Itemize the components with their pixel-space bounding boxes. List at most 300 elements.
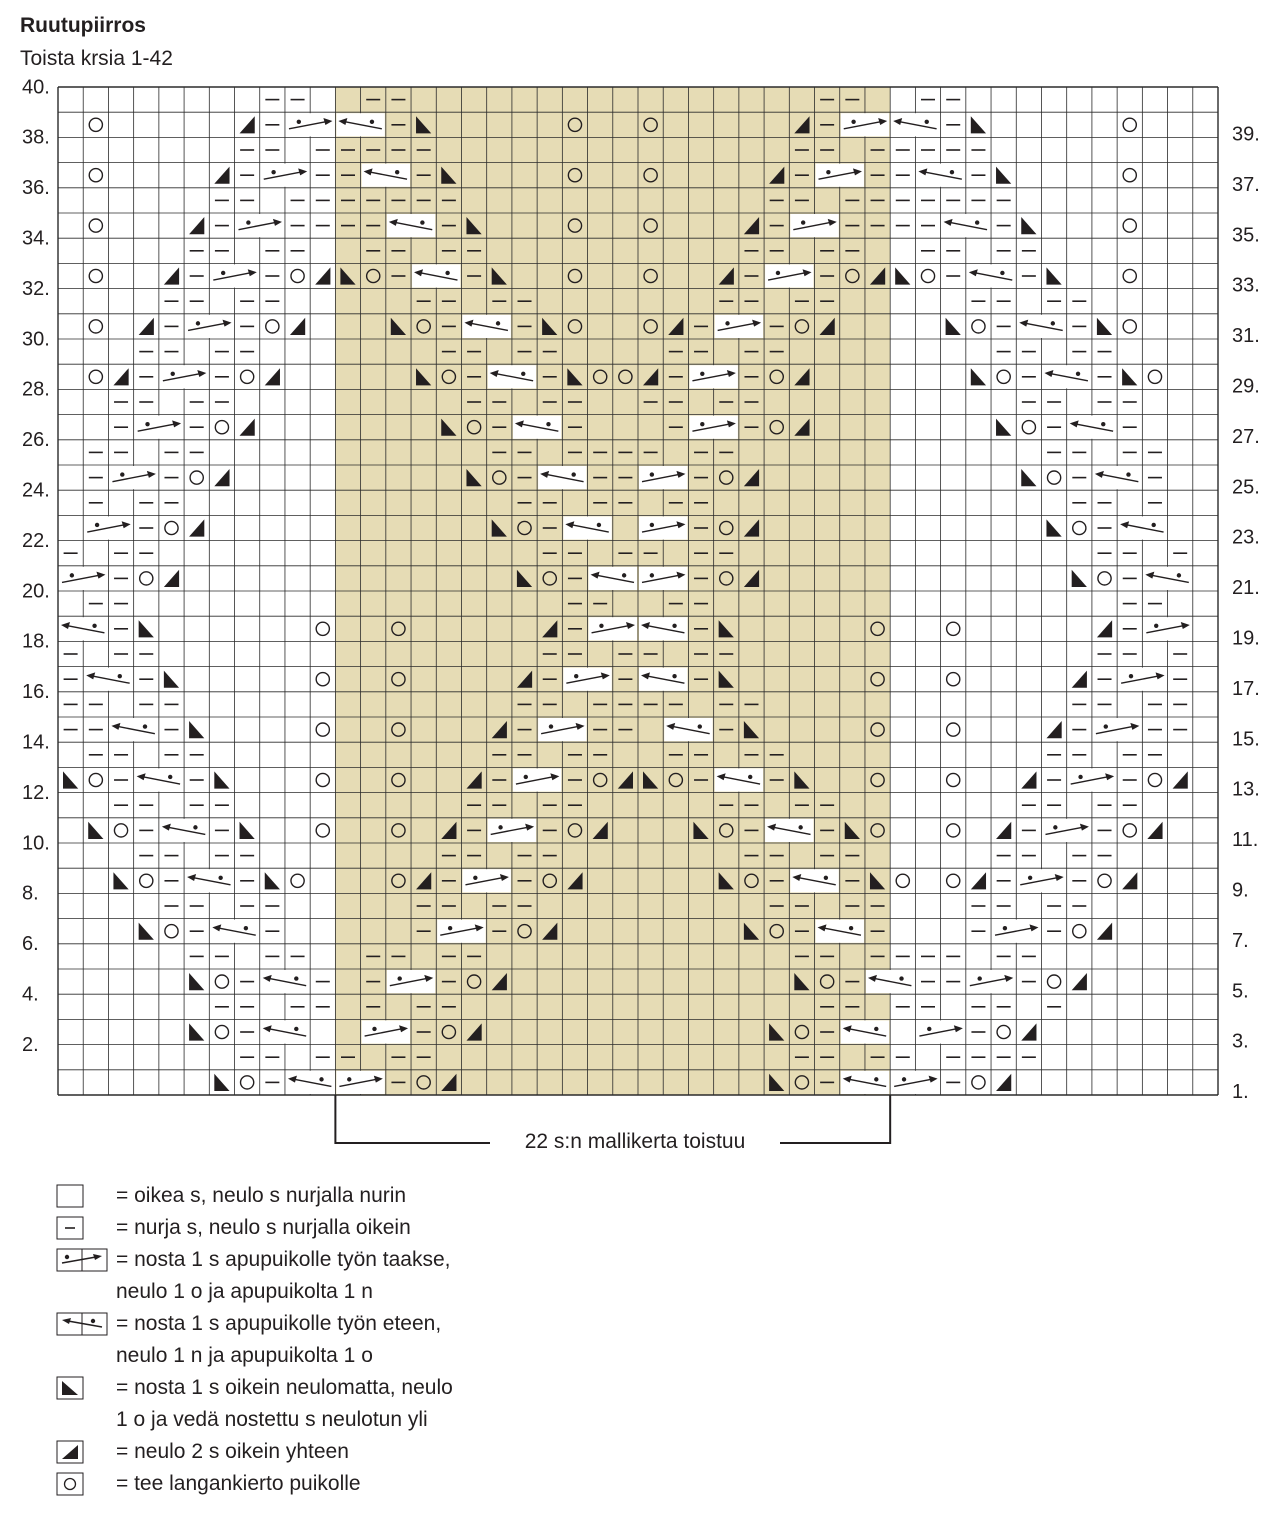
cross-left-symbol xyxy=(59,617,107,640)
row-label-left: 20. xyxy=(22,580,50,603)
cross-left-symbol xyxy=(589,567,637,590)
yarn-over-symbol xyxy=(1123,320,1136,333)
row-label-left: 28. xyxy=(22,378,50,401)
cross-left-symbol xyxy=(286,1071,334,1094)
repeat-label: 22 s:n mallikerta toistuu xyxy=(490,1130,780,1154)
yarn-over-symbol xyxy=(165,925,178,938)
ssk-symbol xyxy=(113,872,128,889)
yarn-over-symbol xyxy=(947,874,960,887)
cross-right-symbol xyxy=(891,1071,939,1094)
ssk-symbol xyxy=(1046,267,1061,284)
cross-dot xyxy=(597,523,601,527)
row-label-right: 1. xyxy=(1232,1081,1249,1104)
yarn-over-symbol xyxy=(921,269,934,282)
yarn-over-symbol xyxy=(241,370,254,383)
yarn-over-symbol xyxy=(316,622,329,635)
k2tog-symbol xyxy=(996,822,1011,839)
cross-right-symbol xyxy=(841,113,889,136)
cross-dot xyxy=(218,876,222,880)
k2tog-symbol xyxy=(1046,721,1061,738)
chart-subtitle: Toista krsia 1-42 xyxy=(20,47,173,70)
cross-dot xyxy=(977,976,981,980)
cross-right-symbol xyxy=(210,264,258,287)
ssk-symbol xyxy=(1021,469,1036,486)
yarn-over-symbol xyxy=(140,874,153,887)
cross-left-symbol xyxy=(109,718,157,741)
yarn-over-symbol xyxy=(947,622,960,635)
ssk-symbol xyxy=(1122,368,1137,385)
yarn-over-symbol xyxy=(947,723,960,736)
cross-dot xyxy=(874,1027,878,1031)
cross-left-symbol xyxy=(1017,315,1065,338)
cross-left-symbol xyxy=(1143,567,1191,590)
cross-right-symbol xyxy=(1068,768,1116,791)
cross-left-symbol xyxy=(866,970,914,993)
cross-dot xyxy=(196,321,200,325)
purl-icon xyxy=(56,1216,86,1240)
row-label-left: 6. xyxy=(22,933,39,956)
row-label-right: 5. xyxy=(1232,980,1249,1003)
cross-dot xyxy=(672,674,676,678)
row-label-right: 19. xyxy=(1232,627,1260,650)
cross-dot xyxy=(599,624,603,628)
cross-dot xyxy=(975,220,979,224)
row-label-left: 30. xyxy=(22,328,50,351)
knit-icon xyxy=(56,1184,86,1208)
cross-dot xyxy=(244,926,248,930)
chart-grid xyxy=(58,87,1218,1095)
yarn-over-symbol xyxy=(1123,118,1136,131)
k2tog-symbol xyxy=(971,872,986,889)
k2tog-icon xyxy=(56,1440,86,1464)
yarn-over-symbol xyxy=(1047,975,1060,988)
yarn-over-symbol xyxy=(316,824,329,837)
ssk-symbol xyxy=(1021,217,1036,234)
ssk-symbol xyxy=(139,620,154,637)
cross-dot xyxy=(950,170,954,174)
k2tog-symbol xyxy=(189,519,204,536)
k2tog-symbol xyxy=(189,217,204,234)
yarn-over-symbol xyxy=(316,673,329,686)
row-label-left: 14. xyxy=(22,731,50,754)
ssk-symbol xyxy=(189,1023,204,1040)
cross-dot xyxy=(698,724,702,728)
k2tog-symbol xyxy=(996,1074,1011,1091)
k2tog-symbol xyxy=(240,116,255,133)
cross-right-symbol xyxy=(1017,869,1065,892)
cross-dot xyxy=(145,422,149,426)
yarn-over-symbol xyxy=(947,673,960,686)
cross-dot xyxy=(143,724,147,728)
cross-left-symbol xyxy=(462,315,510,338)
cross-left-symbol xyxy=(841,1071,889,1094)
row-label-left: 34. xyxy=(22,227,50,250)
cross-left-symbol xyxy=(790,869,838,892)
k2tog-symbol xyxy=(1072,671,1087,688)
cross-dot xyxy=(1051,321,1055,325)
k2tog-symbol xyxy=(1097,620,1112,637)
yarn-over-symbol xyxy=(114,824,127,837)
cross-right-symbol xyxy=(160,365,208,388)
cross-dot xyxy=(899,976,903,980)
cross-dot xyxy=(650,573,654,577)
cross-dot xyxy=(294,1027,298,1031)
yarn-over-symbol xyxy=(316,723,329,736)
cross-dot xyxy=(397,976,401,980)
cross-right-symbol xyxy=(765,264,813,287)
row-label-left: 4. xyxy=(22,983,39,1006)
cross-left-symbol xyxy=(412,264,460,287)
ssk-symbol xyxy=(996,167,1011,184)
yarn-over-symbol xyxy=(266,320,279,333)
cross-left-symbol xyxy=(715,768,763,791)
cross-dot xyxy=(496,321,500,325)
yarn-over-symbol xyxy=(896,874,909,887)
ssk-symbol xyxy=(214,1074,229,1091)
k2tog-symbol xyxy=(164,267,179,284)
row-label-right: 31. xyxy=(1232,325,1260,348)
row-labels-right xyxy=(1232,124,1260,1104)
yarn-over-symbol xyxy=(972,1076,985,1089)
cross-right-symbol xyxy=(563,668,611,691)
k2tog-symbol xyxy=(214,469,229,486)
cross-dot xyxy=(1154,624,1158,628)
cross-right-symbol xyxy=(967,970,1015,993)
row-label-right: 9. xyxy=(1232,879,1249,902)
cross-right-symbol xyxy=(538,718,586,741)
yarn-over-symbol xyxy=(215,975,228,988)
row-labels-left xyxy=(22,76,50,1056)
cross-dot xyxy=(1076,372,1080,376)
legend-text: neulo 1 o ja apupuikolta 1 n xyxy=(116,1280,373,1303)
ssk-symbol xyxy=(1046,519,1061,536)
cross-dot xyxy=(521,372,525,376)
k2tog-symbol xyxy=(265,368,280,385)
cross-left-symbol xyxy=(916,164,964,187)
cross-right-symbol xyxy=(84,516,132,539)
row-label-left: 10. xyxy=(22,832,50,855)
cross-right-symbol xyxy=(261,164,309,187)
cross-dot xyxy=(448,926,452,930)
yarn-over-symbol xyxy=(190,471,203,484)
cross-right-symbol xyxy=(1143,617,1191,640)
yarn-over-symbol xyxy=(316,773,329,786)
yarn-over-symbol xyxy=(89,169,102,182)
k2tog-symbol xyxy=(1173,771,1188,788)
ssk-symbol xyxy=(139,923,154,940)
yarn-over-symbol xyxy=(215,1025,228,1038)
row-label-right: 35. xyxy=(1232,224,1260,247)
legend-text: 1 o ja vedä nostettu s neulotun yli xyxy=(116,1408,428,1431)
cross-dot xyxy=(546,422,550,426)
cross-left-symbol xyxy=(765,819,813,842)
cross-dot xyxy=(798,825,802,829)
cross-dot xyxy=(1101,422,1105,426)
cross-right-symbol xyxy=(286,113,334,136)
ssk-symbol xyxy=(214,771,229,788)
cross-left-symbol xyxy=(1068,416,1116,439)
k2tog-symbol xyxy=(290,318,305,335)
cross-dot xyxy=(1126,472,1130,476)
cross-dot xyxy=(672,624,676,628)
yarn-over-symbol xyxy=(89,370,102,383)
cross-left-symbol xyxy=(362,164,410,187)
yarn-over-symbol xyxy=(89,219,102,232)
cross-dot xyxy=(650,472,654,476)
legend-text: = nosta 1 s apupuikolle työn taakse, xyxy=(116,1248,451,1271)
ssk-symbol xyxy=(189,721,204,738)
ssk-symbol xyxy=(189,973,204,990)
row-label-right: 25. xyxy=(1232,476,1260,499)
row-label-left: 38. xyxy=(22,126,50,149)
ssk-symbol xyxy=(895,267,910,284)
cross-left-symbol xyxy=(261,970,309,993)
cross-dot xyxy=(571,472,575,476)
cross-right-symbol xyxy=(513,768,561,791)
cross-right-symbol xyxy=(639,516,687,539)
yarn-over-symbol xyxy=(1123,169,1136,182)
cross-left-symbol xyxy=(639,617,687,640)
cross-right-symbol xyxy=(462,869,510,892)
cross-dot xyxy=(118,674,122,678)
cross-dot xyxy=(700,422,704,426)
cross-dot xyxy=(1177,573,1181,577)
yarn-over-symbol xyxy=(89,118,102,131)
ssk-symbol xyxy=(971,368,986,385)
cross-dot xyxy=(246,220,250,224)
cross-dot xyxy=(92,624,96,628)
ssk-symbol xyxy=(1072,570,1087,587)
cross-left-symbol xyxy=(563,516,611,539)
k2tog-symbol xyxy=(164,570,179,587)
k2tog-symbol xyxy=(1021,771,1036,788)
cross-left-symbol xyxy=(841,1020,889,1043)
yarn-over-symbol xyxy=(89,773,102,786)
cross-dot xyxy=(120,472,124,476)
cross-left-symbol xyxy=(135,768,183,791)
cross-dot xyxy=(294,976,298,980)
ssk-symbol xyxy=(1097,318,1112,335)
cross-dot xyxy=(725,321,729,325)
cross-dot xyxy=(473,876,477,880)
ssk-symbol xyxy=(971,116,986,133)
cross-left-symbol xyxy=(1118,516,1166,539)
cross-right-symbol xyxy=(362,1020,410,1043)
ssk-symbol xyxy=(88,822,103,839)
cross-right-symbol xyxy=(1093,718,1141,741)
cross-dot xyxy=(824,876,828,880)
cross-dot xyxy=(221,271,225,275)
row-label-right: 13. xyxy=(1232,778,1260,801)
cross-dot xyxy=(902,1077,906,1081)
k2tog-symbol xyxy=(1097,923,1112,940)
yarn-over-symbol xyxy=(997,370,1010,383)
ssk-icon xyxy=(56,1376,86,1400)
cross-dot xyxy=(193,825,197,829)
yarn-over-symbol xyxy=(291,269,304,282)
cross-right-symbol xyxy=(109,466,157,489)
cross-dot xyxy=(370,120,374,124)
cross-right-symbol xyxy=(639,466,687,489)
legend-text: = nosta 1 s oikein neulomatta, neulo xyxy=(116,1376,453,1399)
cross-right-symbol xyxy=(816,164,864,187)
yarn-over-symbol xyxy=(1148,773,1161,786)
row-label-left: 16. xyxy=(22,681,50,704)
cross-right-symbol xyxy=(437,920,485,943)
cross-left-symbol xyxy=(1042,365,1090,388)
cross-dot xyxy=(445,271,449,275)
cross-left-symbol xyxy=(639,668,687,691)
cross-left-symbol xyxy=(513,416,561,439)
cross-dot xyxy=(574,674,578,678)
row-label-left: 36. xyxy=(22,177,50,200)
row-label-left: 2. xyxy=(22,1033,39,1056)
cross-dot xyxy=(801,220,805,224)
cross-left-symbol xyxy=(942,214,990,237)
cross-left-symbol xyxy=(967,264,1015,287)
cross-dot xyxy=(70,573,74,577)
row-label-left: 8. xyxy=(22,882,39,905)
cross-right-symbol xyxy=(589,617,637,640)
yarn-over-symbol xyxy=(165,521,178,534)
yarn-over-symbol xyxy=(1123,824,1136,837)
cross-right-symbol xyxy=(336,1071,384,1094)
cross-right-symbol xyxy=(916,1020,964,1043)
k2tog-symbol xyxy=(315,267,330,284)
k2tog-symbol xyxy=(113,368,128,385)
cross-dot xyxy=(925,120,929,124)
row-label-right: 7. xyxy=(1232,929,1249,952)
cross-dot xyxy=(347,1077,351,1081)
cross-dot xyxy=(549,724,553,728)
row-label-left: 18. xyxy=(22,630,50,653)
cross-dot xyxy=(927,1027,931,1031)
legend-text: = nurja s, neulo s nurjalla oikein xyxy=(116,1216,411,1239)
ssk-symbol xyxy=(240,822,255,839)
row-label-right: 29. xyxy=(1232,375,1260,398)
row-label-right: 17. xyxy=(1232,677,1260,700)
cross-dot xyxy=(1000,271,1004,275)
cross-right-symbol xyxy=(185,315,233,338)
ssk-symbol xyxy=(996,419,1011,436)
k2tog-symbol xyxy=(1122,872,1137,889)
cross-dot xyxy=(748,775,752,779)
yarn-over-symbol xyxy=(1098,874,1111,887)
cross-left-symbol xyxy=(1093,466,1141,489)
cross-left-symbol xyxy=(210,920,258,943)
cross-left-symbol xyxy=(160,819,208,842)
yarn-over-symbol xyxy=(1047,471,1060,484)
cross-dot xyxy=(1129,674,1133,678)
cross-left-symbol xyxy=(387,214,435,237)
cross-right-symbol xyxy=(790,214,838,237)
cross-dot xyxy=(874,1077,878,1081)
row-label-right: 3. xyxy=(1232,1030,1249,1053)
cross-right-symbol xyxy=(1042,819,1090,842)
yarn-over-symbol xyxy=(972,320,985,333)
yarn-over-symbol xyxy=(241,1076,254,1089)
row-label-right: 37. xyxy=(1232,173,1260,196)
yarn-over-symbol xyxy=(1022,421,1035,434)
cross-right-symbol xyxy=(689,416,737,439)
cross-dot xyxy=(776,271,780,275)
yarn-over-symbol xyxy=(947,773,960,786)
cross-right-symbol xyxy=(992,920,1040,943)
yarn-over-symbol xyxy=(291,874,304,887)
cross-right-symbol xyxy=(236,214,284,237)
yarn-over-symbol xyxy=(215,421,228,434)
cross-dot xyxy=(95,523,99,527)
cross-dot xyxy=(171,372,175,376)
ssk-symbol xyxy=(164,671,179,688)
cross-dot xyxy=(1151,523,1155,527)
k2tog-symbol xyxy=(214,167,229,184)
cross-left-symbol xyxy=(538,466,586,489)
k2tog-symbol xyxy=(240,419,255,436)
k2tog-symbol xyxy=(1021,1023,1036,1040)
cross-left-symbol xyxy=(816,920,864,943)
row-label-right: 15. xyxy=(1232,728,1260,751)
row-label-right: 33. xyxy=(1232,274,1260,297)
cross-dot xyxy=(420,220,424,224)
cross-dot xyxy=(319,1077,323,1081)
yarn-over-symbol xyxy=(1073,925,1086,938)
k2tog-symbol xyxy=(1072,973,1087,990)
row-label-left: 22. xyxy=(22,529,50,552)
cross-right-symbol xyxy=(488,819,536,842)
cross-left-symbol xyxy=(84,668,132,691)
row-label-left: 12. xyxy=(22,781,50,804)
cross-right-symbol xyxy=(715,315,763,338)
cross-left-symbol xyxy=(891,113,939,136)
cross-dot xyxy=(1028,876,1032,880)
yarn-over-symbol xyxy=(1148,370,1161,383)
cross-dot xyxy=(498,825,502,829)
ssk-symbol xyxy=(63,771,78,788)
cross-dot xyxy=(168,775,172,779)
cross-dot xyxy=(622,573,626,577)
cross-right-symbol xyxy=(387,970,435,993)
row-label-left: 24. xyxy=(22,479,50,502)
cross-left-icon xyxy=(56,1312,110,1336)
row-label-right: 27. xyxy=(1232,425,1260,448)
chart-title: Ruutupiirros xyxy=(20,14,146,37)
cross-dot xyxy=(851,120,855,124)
cross-left-symbol xyxy=(336,113,384,136)
row-label-right: 11. xyxy=(1232,829,1259,852)
legend-text: = oikea s, neulo s nurjalla nurin xyxy=(116,1184,407,1207)
yarn-over-symbol xyxy=(89,269,102,282)
cross-dot xyxy=(297,120,301,124)
cross-dot xyxy=(700,372,704,376)
yarn-over-symbol xyxy=(140,572,153,585)
legend-text: neulo 1 n ja apupuikolta 1 o xyxy=(116,1344,373,1367)
ssk-symbol xyxy=(946,318,961,335)
row-label-left: 40. xyxy=(22,76,50,99)
yarn-over-symbol xyxy=(947,824,960,837)
row-label-left: 26. xyxy=(22,429,50,452)
cross-dot xyxy=(849,926,853,930)
cross-dot xyxy=(826,170,830,174)
cross-dot xyxy=(1053,825,1057,829)
cross-dot xyxy=(650,523,654,527)
cross-dot xyxy=(395,170,399,174)
cross-left-symbol xyxy=(261,1020,309,1043)
yarn-over-icon xyxy=(56,1472,86,1496)
row-label-right: 39. xyxy=(1232,123,1260,146)
cross-dot xyxy=(1078,775,1082,779)
row-label-right: 23. xyxy=(1232,526,1260,549)
